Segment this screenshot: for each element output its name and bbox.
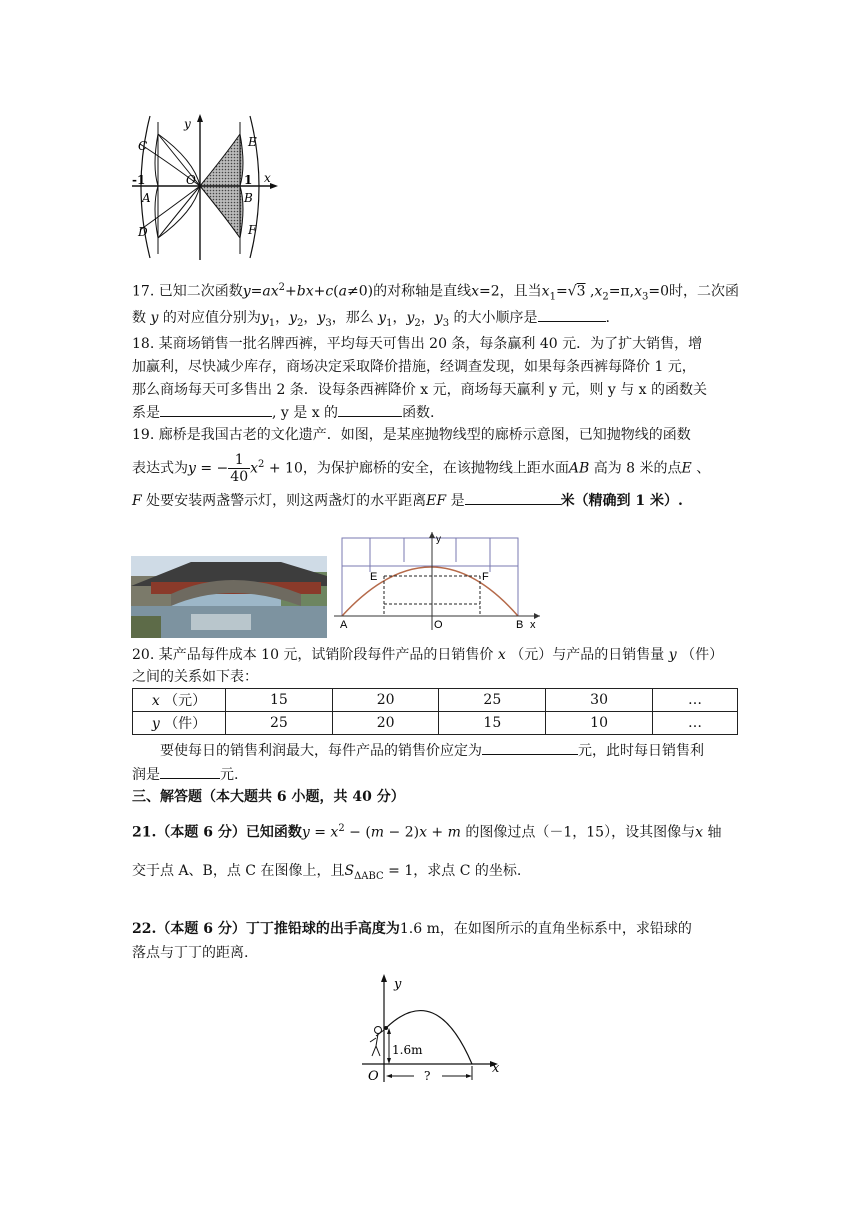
q17-answer-blank[interactable] bbox=[538, 307, 606, 322]
q18-function-blank[interactable] bbox=[160, 402, 272, 417]
section-3-heading: 三、解答题（本大题共 6 小题，共 40 分） bbox=[132, 789, 405, 805]
table-cell: 15 bbox=[226, 689, 333, 712]
fig19-x-label: x bbox=[530, 619, 536, 631]
q20-profit-blank[interactable] bbox=[160, 764, 220, 779]
fig19-a-label: A bbox=[340, 619, 348, 631]
table-cell: 30 bbox=[546, 689, 653, 712]
fig16-f-label: F bbox=[248, 223, 257, 237]
fig19-f-label: F bbox=[482, 571, 489, 583]
fig19-o-label: O bbox=[434, 619, 443, 631]
q20-line2: 之间的关系如下表： bbox=[132, 669, 258, 685]
q18-line4: 系是 , y 是 x 的 函数. bbox=[132, 402, 732, 424]
q17-text-2: 的对称轴是直线 bbox=[373, 283, 472, 300]
q20-price-blank[interactable] bbox=[482, 740, 578, 755]
q22-line1: 22.（本题 6 分）丁丁推铅球的出手高度为1.6 m，在如图所示的直角坐标系中，求铅球的 bbox=[132, 921, 692, 937]
q22-line2: 落点与丁丁的距离. bbox=[132, 945, 249, 961]
q20-line3: 要使每日的销售利润最大，每件产品的销售价应定为 元，此时每日销售利 bbox=[160, 740, 760, 762]
fig22-height-label: 1.6m bbox=[392, 1043, 423, 1057]
fig22-o-label: O bbox=[368, 1069, 379, 1084]
q19-line1: 19. 廊桥是我国古老的文化遗产．如图，是某座抛物线型的廊桥示意图，已知抛物线的函数 bbox=[132, 427, 691, 443]
fig16-a-label: A bbox=[142, 191, 151, 205]
table-cell: 15 bbox=[439, 712, 546, 735]
q17-text-8: 的大小顺序是 bbox=[453, 310, 538, 326]
fig16-one-label: 1 bbox=[244, 173, 253, 187]
table-head-y: y （件） bbox=[133, 712, 226, 735]
table-head-x: x （元） bbox=[133, 689, 226, 712]
table-cell: 10 bbox=[546, 712, 653, 735]
fig19-y-label: y bbox=[436, 534, 441, 545]
table-cell: … bbox=[652, 712, 737, 735]
table-cell: 25 bbox=[439, 689, 546, 712]
table-cell: 20 bbox=[332, 689, 439, 712]
q17-text-7: ，那么 bbox=[331, 310, 374, 326]
bridge-photo bbox=[131, 556, 327, 638]
q18-line2: 加赢利，尽快减少库存，商场决定采取降价措施，经调查发现，如果每条西裤每降价 1 元， bbox=[132, 359, 696, 375]
q21-line1: 21.（本题 6 分）已知函数$y = x^2 - (m - 2)x + m$ 的图像过点（－1，15），设其图像与x 轴 bbox=[132, 823, 722, 841]
fig19-b-label: B bbox=[516, 619, 524, 631]
q17-line1: 17. 已知二次函数$y=ax^2+bx+c(a\ne 0)$的对称轴是直线x=2，且当$x_1=√3$ $,x_2=\pi,x_3=0$时，二次函 bbox=[132, 282, 740, 303]
fig19-e-label: E bbox=[370, 571, 378, 583]
q18-type-blank[interactable] bbox=[338, 402, 402, 417]
table-cell: … bbox=[652, 689, 737, 712]
q17-text-5: 数 bbox=[132, 310, 146, 326]
bridge-diagram bbox=[334, 532, 544, 632]
q17-text-6: 的对应值分别为 bbox=[162, 310, 261, 326]
q20-line4: 润是 元. bbox=[132, 764, 732, 786]
fig22-question-label: ? bbox=[424, 1069, 431, 1083]
q17-text-1: 17. 已知二次函数 bbox=[132, 283, 243, 300]
fig16-e-label: E bbox=[248, 135, 257, 149]
fig16-o-label: O bbox=[186, 173, 196, 187]
q18-line3: 那么商场每天可多售出 2 条．设每条西裤降价 x 元，商场每天赢利 y 元，则 y 与 x 的函数关 bbox=[132, 382, 708, 398]
fig22-x-label: x bbox=[492, 1061, 500, 1076]
q20-line1: 20. 某产品每件成本 10 元，试销阶段每件产品的日销售价 x （元）与产品的日销售量 y （件） bbox=[132, 647, 724, 663]
fig16-y-label: y bbox=[184, 117, 191, 131]
table-row bbox=[133, 689, 738, 712]
q21-line2: 交于点 A、B，点 C 在图像上，且$S_{\Delta ABC} = 1$，求点 C 的坐标. bbox=[132, 863, 522, 882]
shotput-diagram bbox=[356, 972, 506, 1084]
q19-answer-blank[interactable] bbox=[465, 490, 561, 505]
q18-line1: 18. 某商场销售一批名牌西裤，平均每天可售出 20 条，每条赢利 40 元．为了扩大销售，增 bbox=[132, 336, 703, 352]
fig16-neg1-label: -1 bbox=[132, 173, 146, 187]
table-row bbox=[133, 712, 738, 735]
fig16-b-label: B bbox=[244, 191, 253, 205]
q17-text-3: ，且当 bbox=[499, 283, 542, 300]
table-cell: 25 bbox=[226, 712, 333, 735]
fig16-d-label: D bbox=[138, 225, 148, 239]
q19-line3: F 处要安装两盏警示灯，则这两盏灯的水平距离EF 是 米（精确到 1 米）. bbox=[132, 490, 732, 512]
table-cell: 20 bbox=[332, 712, 439, 735]
fig16-x-label: x bbox=[264, 171, 271, 185]
q17-line2: 数 y 的对应值分别为$y_1$，$y_2$，$y_3$，那么 $y_1$，$y_2$，$y_3$ 的大小顺序是 . bbox=[132, 307, 732, 335]
q19-line2: 表达式为y = − $\frac{1}{40}$ $x^2 + 10$，为保护廊桥的安全，在该抛物线上距水面AB 高为 8 米的点E 、 bbox=[132, 452, 711, 486]
fig22-y-label: y bbox=[394, 977, 402, 992]
price-volume-table bbox=[132, 688, 738, 735]
fig16-c-label: C bbox=[138, 139, 148, 153]
q17-text-4: 时，二次函 bbox=[669, 283, 740, 300]
figure-butterfly bbox=[128, 114, 278, 260]
